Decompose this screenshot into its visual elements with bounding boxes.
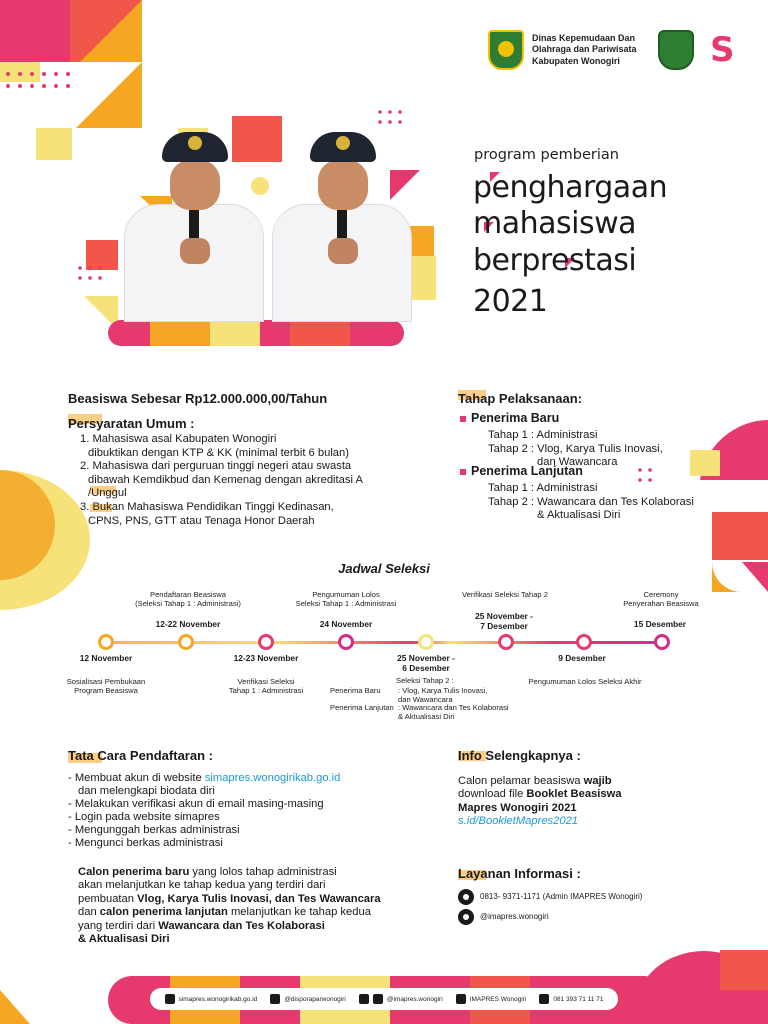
registration-note: Calon penerima baru yang lolos tahap administrasi akan melanjutkan ke tahap kedua yang terdiri dari pembuatan Vlog, Karya Tulis Inovasi, dan Tes Wawancara dan calon penerima lanjutan melanjutkan ke tahap kedua yang terdiri dari Wawancara dan Tes Kolaborasi & Aktualisasi Diri (78, 866, 381, 946)
whatsapp-icon (539, 994, 549, 1004)
whatsapp-icon (458, 889, 474, 905)
stage-continuing-steps: Tahap 1 : Administrasi Tahap 2 : Wawancara dan Tes Kolaborasi & Aktualisasi Diri (488, 482, 694, 522)
timeline-bottom-date: 12 November (79, 653, 133, 663)
globe-icon (165, 994, 175, 1004)
timeline-dot (576, 634, 592, 650)
official-left (118, 126, 266, 322)
info-title: Info Selengkapnya : (458, 748, 581, 763)
service-title: Layanan Informasi : (458, 866, 581, 881)
timeline-top-label: Pendaftaran Beasiswa (Seleksi Tahap 1 : Administrasi) (135, 590, 241, 608)
timeline-dot (654, 634, 670, 650)
timeline-dot (498, 634, 514, 650)
footer-instagram-dispora[interactable]: @disporaparwonogiri (270, 994, 346, 1004)
officials-photo (118, 126, 414, 322)
youtube-icon (456, 994, 466, 1004)
bullet-icon (460, 469, 466, 475)
requirements-title: Persyaratan Umum : (68, 416, 195, 431)
timeline-bottom-label: Verifikasi Seleksi Tahap 1 : Administrasi (228, 677, 304, 695)
footer-whatsapp[interactable]: 081 393 71 11 71 (539, 994, 603, 1004)
timeline-bottom-date: 12-23 November (233, 653, 299, 663)
requirements-list: 1. Mahasiswa asal Kabupaten Wonogiri dibuktikan dengan KTP & KK (minimal terbit 6 bulan) 2. Mahasiswa dari perguruan tinggi negeri atau swasta dibawah Kemdikbud dan Kemenag dengan akreditasi A /Unggul 3. Bukan Mahasiswa Pendidikan Tinggi Kedinasan, CPNS, PNS, GTT atau Tenaga Honor Daerah (80, 433, 363, 527)
instagram-contact[interactable]: @imapres.wonogiri (458, 909, 549, 925)
timeline-top-date: 12-22 November (155, 619, 221, 629)
timeline-dot (98, 634, 114, 650)
timeline-stage2-new-label: Penerima Baru (330, 686, 381, 695)
stage-new-steps: Tahap 1 : Administrasi Tahap 2 : Vlog, Karya Tulis Inovasi, dan Wawancara (488, 429, 663, 469)
title-year: 2021 (473, 284, 548, 319)
timeline-dot (418, 634, 434, 650)
stages-title: Tahap Pelaksanaan: (458, 391, 583, 406)
wonogiri-emblem-icon (488, 30, 524, 70)
registration-title: Tata Cara Pendaftaran : (68, 748, 213, 763)
imapres-logo-icon (658, 30, 694, 70)
organization-name: Dinas Kepemudaan Dan Olahraga dan Pariwisata Kabupaten Wonogiri (532, 32, 637, 66)
title-line-1: penghargaan (473, 170, 668, 205)
registration-steps: - Membuat akun di website simapres.wonogirikab.go.id dan melengkapi biodata diri - Melakukan verifikasi akun di email masing-masing - Login pada website simapres - Mengunggah berkas administrasi - Mengunci berkas administrasi (68, 772, 341, 849)
timeline-bottom-label: Pengumuman Lolos Seleksi Akhir (528, 677, 642, 686)
timeline-top-label: Ceremony Penyerahan Beasiswa (623, 590, 699, 608)
whatsapp-contact[interactable]: 0813- 9371-1171 (Admin IMAPRES Wonogiri) (458, 889, 642, 905)
instagram-icon (458, 909, 474, 925)
timeline-dot (178, 634, 194, 650)
timeline-dot (258, 634, 274, 650)
footer-youtube[interactable]: IMAPRES Wonogiri (456, 994, 527, 1004)
organization-header (488, 30, 637, 70)
timeline-stage2-new-value: : Vlog, Karya Tulis Inovasi, dan Wawancara (398, 686, 488, 704)
timeline-top-date: 24 November (319, 619, 373, 629)
timeline-top-date: 25 November - 7 Desember (475, 611, 533, 631)
tiktok-icon (373, 994, 383, 1004)
title-line-3: berprestasi (473, 243, 637, 278)
footer-instagram-imapres[interactable]: @imapres.wonogiri (359, 994, 443, 1004)
timeline-bottom-date: 9 Desember (558, 653, 606, 663)
stage-continuing-recipient: Penerima Lanjutan (460, 464, 583, 478)
official-right (266, 126, 414, 322)
bullet-icon (460, 416, 466, 422)
simapres-link[interactable]: simapres.wonogirikab.go.id (204, 772, 341, 784)
title-line-2: mahasiswa (473, 206, 637, 241)
stage-new-recipient: Penerima Baru (460, 411, 559, 425)
timeline-top-date: 15 Desember (633, 619, 687, 629)
program-subtitle: program pemberian (474, 147, 619, 163)
instagram-icon (359, 994, 369, 1004)
footer-website[interactable]: simapres.wonogirikab.go.id (165, 994, 258, 1004)
timeline-title: Jadwal Seleksi (338, 561, 430, 576)
timeline-stage2-continuing-value: : Wawancara dan Tes Kolaborasi & Aktualisasi Diri (398, 703, 509, 721)
footer-contacts (150, 988, 618, 1010)
timeline-top-label: Pengumuman Lolos Seleksi Tahap 1 : Administrasi (295, 590, 397, 608)
timeline-bottom-label: Sosialisasi Pembukaan Program Beasiswa (66, 677, 146, 695)
timeline-bottom-label: Seleksi Tahap 2 : (396, 676, 454, 685)
scholarship-amount: Beasiswa Sebesar Rp12.000.000,00/Tahun (68, 391, 328, 406)
simapres-logo-icon: S (710, 30, 735, 70)
instagram-icon (270, 994, 280, 1004)
info-text: Calon pelamar beasiswa wajib download file Booklet Beasiswa Mapres Wonogiri 2021 s.id/BookletMapres2021 (458, 775, 658, 829)
timeline-stage2-continuing-label: Penerima Lanjutan (330, 703, 394, 712)
timeline-top-label: Verifikasi Seleksi Tahap 2 (462, 590, 548, 599)
booklet-link[interactable]: s.id/BookletMapres2021 (458, 815, 579, 828)
timeline-bottom-date: 25 November - 6 Desember (397, 653, 455, 673)
timeline-dot (338, 634, 354, 650)
